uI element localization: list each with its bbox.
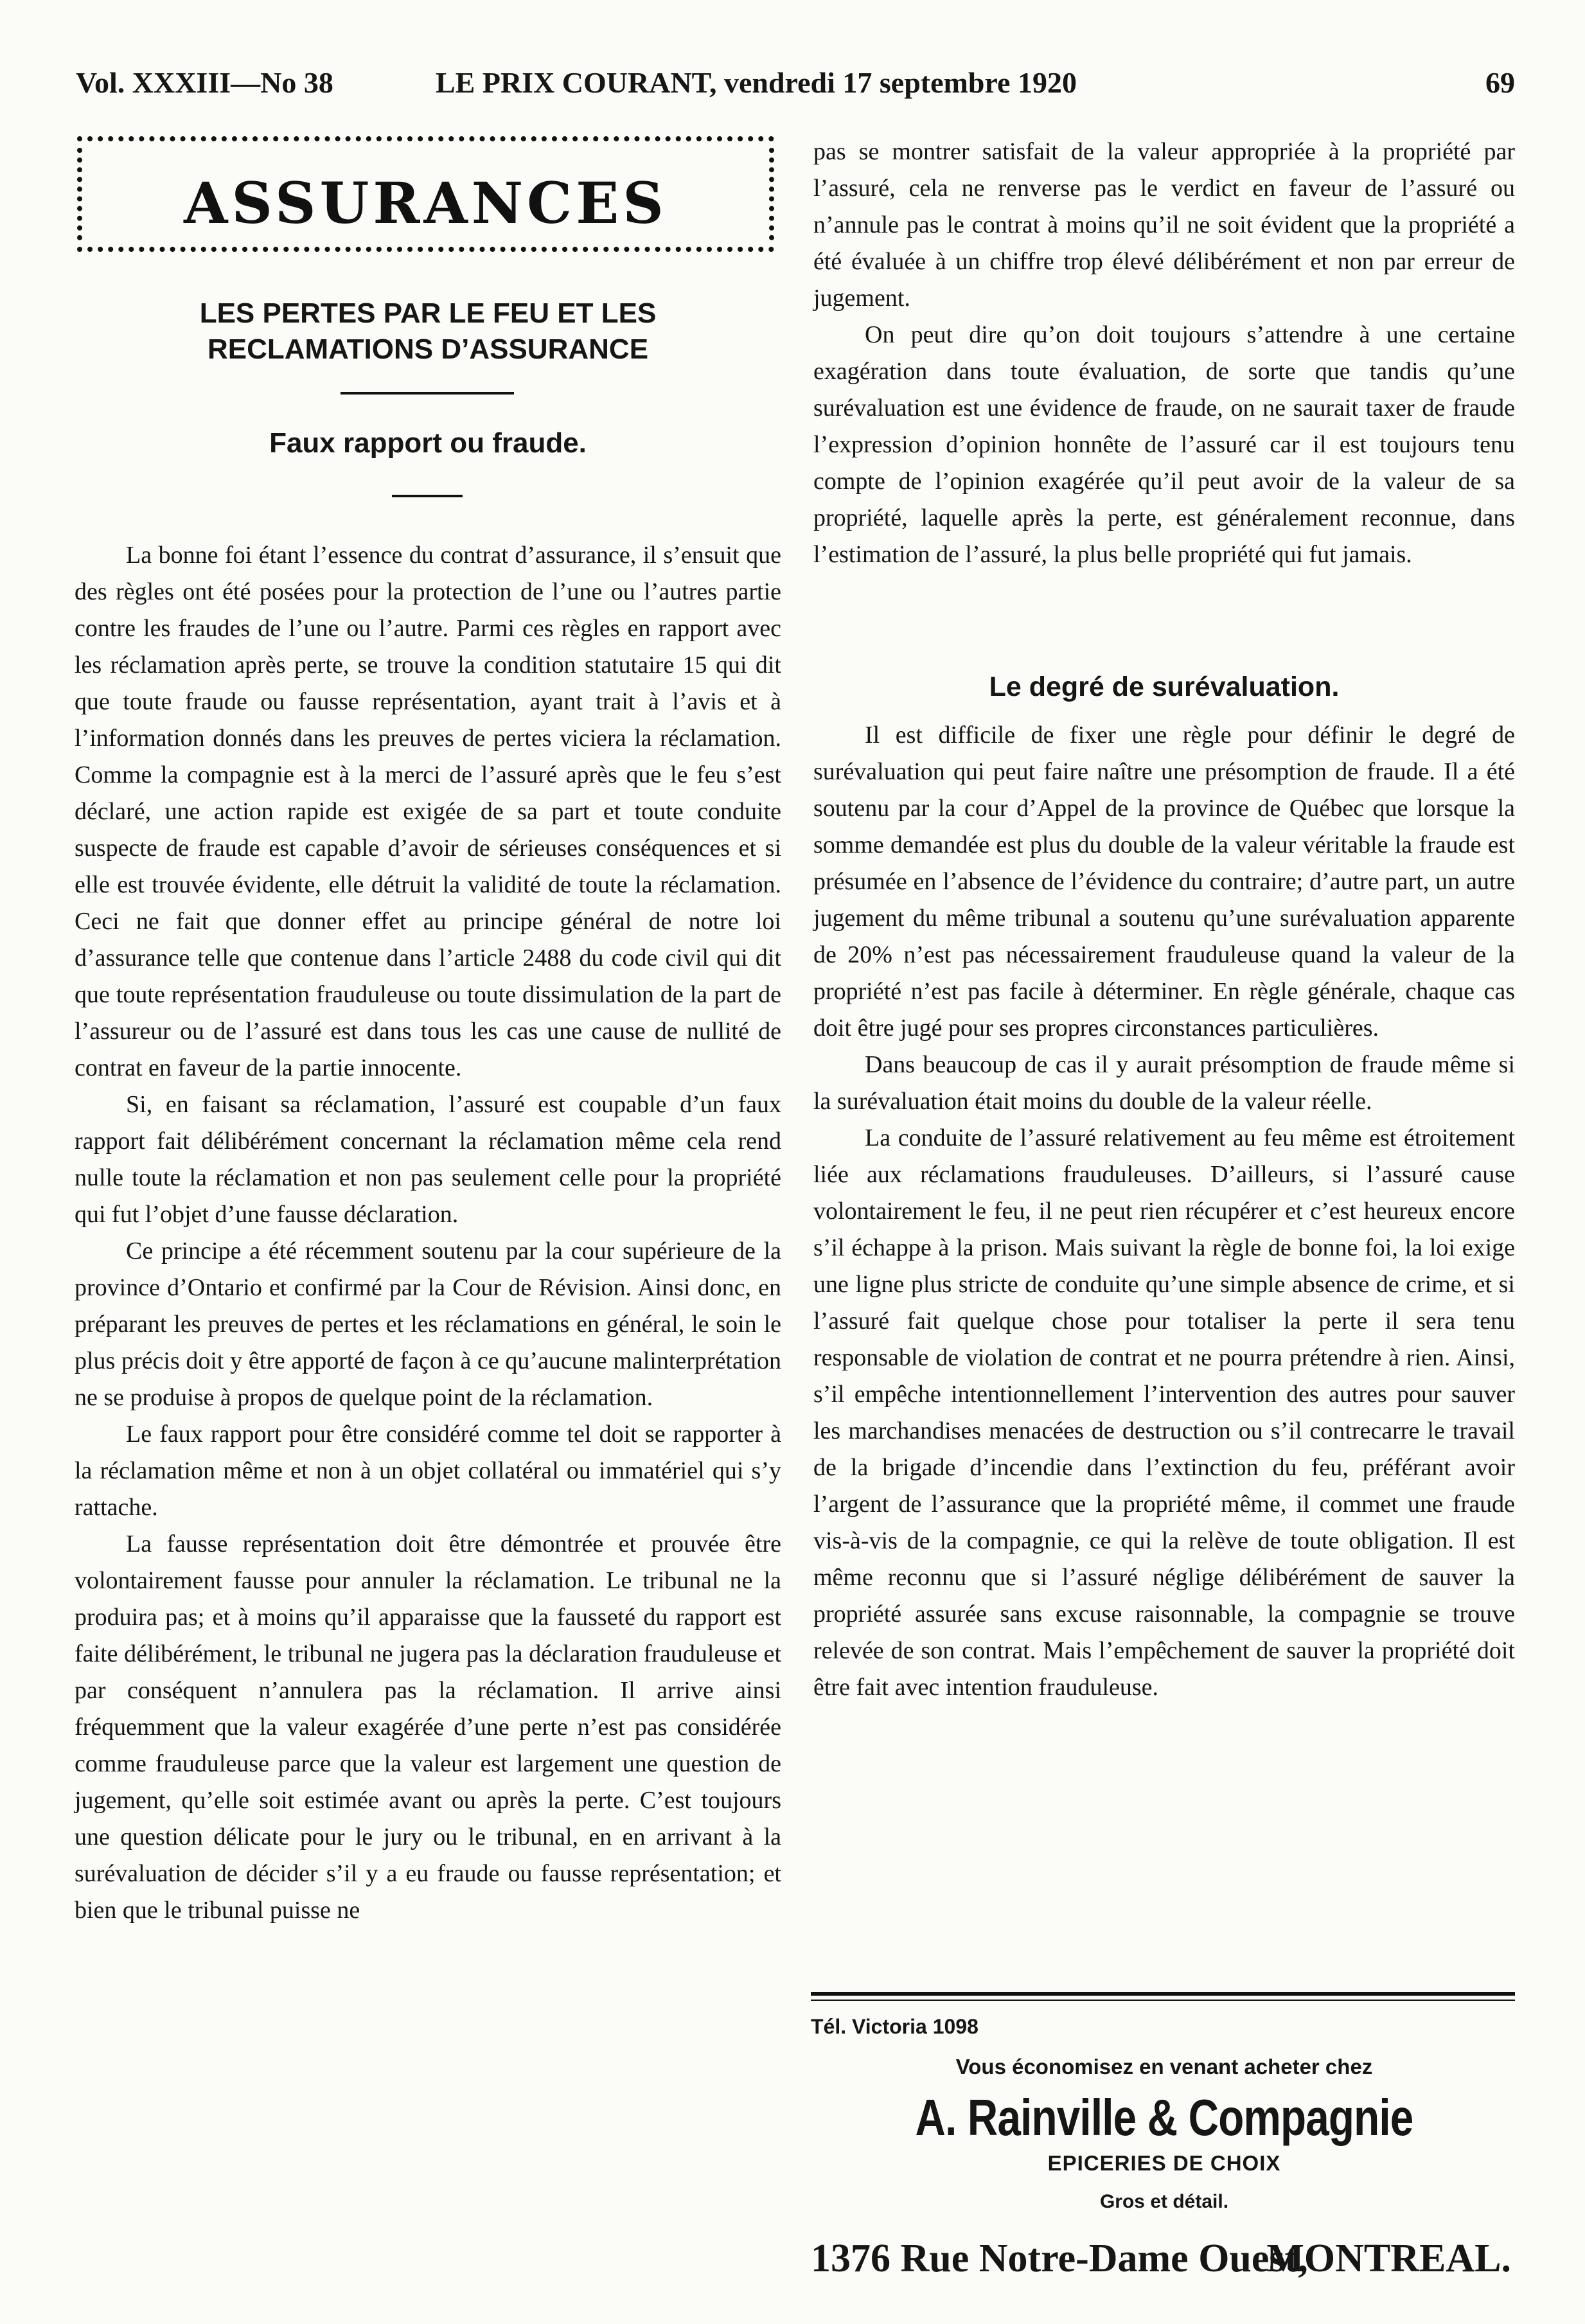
- paragraph: La bonne foi étant l’essence du contrat d’assurance, il s’ensuit que des règles ont été posées pour la protection de l’une ou l’autres partie contre les fraudes de l’une ou l’autre. Parmi ces règles en rapport avec les réclamation après perte, se trouve la condition statutaire 15 qui dit que toute fraude ou fausse représentation, ayant trait à l’avis et à l’information donnés dans les preuves de pertes viciera la réclamation. Comme la compagnie est à la merci de l’assuré après que le feu s’est déclaré, une action rapide est exigée de sa part et toute conduite suspecte de fraude est capable d’avoir de sérieuses conséquences et si elle est trouvée évidente, elle détruit la validité de toute la réclamation. Ceci ne fait que donner effet au principe général de notre loi d’assurance telle que contenue dans l’article 2488 du code civil qui dit que toute représentation frauduleuse ou toute dissimulation de la part de l’assureur ou de l’assuré est dans tous les cas une cause de nullité de contrat en faveur de la partie innocente.: [75, 542, 781, 1081]
- paragraph: La conduite de l’assuré relativement au feu même est étroitement liée aux réclamations frauduleuses. D’ailleurs, si l’assuré cause volontairement le feu, il ne peut rien récupérer et c’est heureux encore s’il échappe à la prison. Mais suivant la règle de bonne foi, la loi exige une ligne plus stricte de conduite qu’une simple absence de crime, et si l’assuré fait quelque chose pour totaliser la perte il sera tenu responsable de violation de contrat et ne pourra prétendre à rien. Ainsi, s’il empêche intentionnellement l’intervention des autres pour sauver les marchandises menacées de destruction ou s’il contrecarre le travail de la brigade d’incendie dans l’extinction du feu, préférant avoir l’argent de l’assurance que la propriété même, il commet une fraude vis-à-vis de la compagnie, ce qui la relève de toute obligation. Il est même reconnu que si l’assuré néglige délibérément de sauver la propriété assurée sans excuse raisonnable, la compagnie se trouve relevée de son contrat. Mais l’empêchement de sauver la propriété doit être fait avec intention frauduleuse.: [813, 1124, 1515, 1701]
- article-headline: [75, 296, 781, 368]
- ad-tagline: Vous économisez en venant acheter chez: [955, 2055, 1373, 2079]
- ad-street: 1376 Rue Notre-Dame Ouest,: [811, 2237, 1308, 2280]
- paragraph: Le faux rapport pour être considéré comme tel doit se rapporter à la réclamation même et non à un objet collatéral ou immatériel qui s’y rattache.: [75, 1421, 781, 1521]
- ad-business: EPICERIES DE CHOIX: [1047, 2151, 1281, 2175]
- page-number: 69: [1485, 66, 1515, 99]
- publication-title: LE PRIX COURANT, vendredi 17 septembre 1920: [436, 66, 1077, 99]
- paragraph: Il est difficile de fixer une règle pour définir le degré de surévaluation qui peut faire naître une présomption de fraude. Il a été soutenu par la cour d’Appel de la province de Québec que lorsque la somme demandée est plus du double de la valeur véritable la fraude est présumée en l’absence de l’évidence du contraire; d’autre part, un autre jugement du même tribunal a soutenu qu’une surévaluation apparente de 20% n’est pas nécessairement frauduleuse quand la valeur de la propriété n’est pas facile à déterminer. En règle générale, chaque cas doit être jugé pour ses propres circonstances particulières.: [813, 722, 1515, 1042]
- volume-number: Vol. XXXIII—No 38: [76, 66, 333, 99]
- paragraph: Si, en faisant sa réclamation, l’assuré est coupable d’un faux rapport fait délibérément concernant la réclamation même cela rend nulle toute la réclamation et non pas seulement celle pour la propriété qui fut l’objet d’une fausse déclaration.: [75, 1091, 781, 1228]
- headline-line-1: LES PERTES PAR LE FEU ET LES: [199, 297, 657, 329]
- ad-divider: [811, 1992, 1515, 1996]
- paragraph: La fausse représentation doit être démontrée et prouvée être volontairement fausse pour annuler la réclamation. Le tribunal ne la produira pas; et à moins qu’il apparaisse que la fausseté du rapport est faite délibérément, le tribunal ne jugera pas la déclaration frauduleuse et par conséquent n’annulera pas la réclamation. Il arrive ainsi fréquemment que la valeur exagérée d’une perte n’est pas considérée comme frauduleuse parce que la valeur est largement une question de jugement, qu’elle soit estimée avant ou après la perte. C’est toujours une question délicate pour le jury ou le tribunal, en en arrivant à la surévaluation de décider s’il y a eu fraude ou fausse représentation; et bien que le tribunal puisse ne: [75, 1530, 781, 1924]
- ad-telephone: Tél. Victoria 1098: [811, 2015, 978, 2038]
- right-subhead: Le degré de surévaluation.: [989, 671, 1340, 702]
- headline-line-2: RECLAMATIONS D’ASSURANCE: [207, 333, 649, 365]
- ad-divider-thin: [811, 2000, 1515, 2001]
- paragraph: On peut dire qu’on doit toujours s’attendre à une certaine exagération dans toute évaluation, de sorte que tandis qu’une surévaluation est une évidence de fraude, on ne saurait taxer de fraude l’expression d’opinion honnête de l’assuré car il est toujours tenu compte de l’opinion exagérée qu’il peut avoir de la valeur de sa propriété, laquelle après la perte, est généralement reconnue, dans l’estimation de l’assuré, la plus belle propriété qui fut jamais.: [813, 321, 1515, 568]
- subhead-divider: [392, 495, 463, 497]
- right-column-bottom: [813, 717, 1515, 1706]
- section-title: ASSURANCES: [184, 170, 668, 236]
- paragraph: Dans beaucoup de cas il y aurait présomption de fraude même si la surévaluation était moins du double de la valeur réelle.: [813, 1051, 1515, 1115]
- left-column: [75, 537, 781, 1929]
- article-subhead: Faux rapport ou fraude.: [269, 427, 587, 459]
- paragraph: Ce principe a été récemment soutenu par la cour supérieure de la province d’Ontario et confirmé par la Cour de Révision. Ainsi donc, en préparant les preuves de pertes et les réclamations en général, le soin le plus précis doit y être apporté de façon à ce qu’aucune malinterprétation ne se produise à propos de quelque point de la réclamation.: [75, 1237, 781, 1411]
- section-banner: [77, 136, 774, 252]
- headline-divider: [341, 392, 514, 395]
- ad-company-name: A. Rainville & Compagnie: [915, 2089, 1413, 2146]
- ad-trade: Gros et détail.: [1099, 2191, 1229, 2212]
- page-header: [76, 59, 1515, 111]
- paragraph: pas se montrer satisfait de la valeur appropriée à la propriété par l’assuré, cela ne renverse pas le verdict en faveur de l’assuré ou n’annule pas le contrat à moins qu’il ne soit évident que la propriété a été évaluée à un chiffre trop élevé délibérément et non par erreur de jugement.: [813, 138, 1515, 312]
- right-column-top: [813, 134, 1515, 573]
- ad-city: MONTREAL.: [1266, 2237, 1511, 2280]
